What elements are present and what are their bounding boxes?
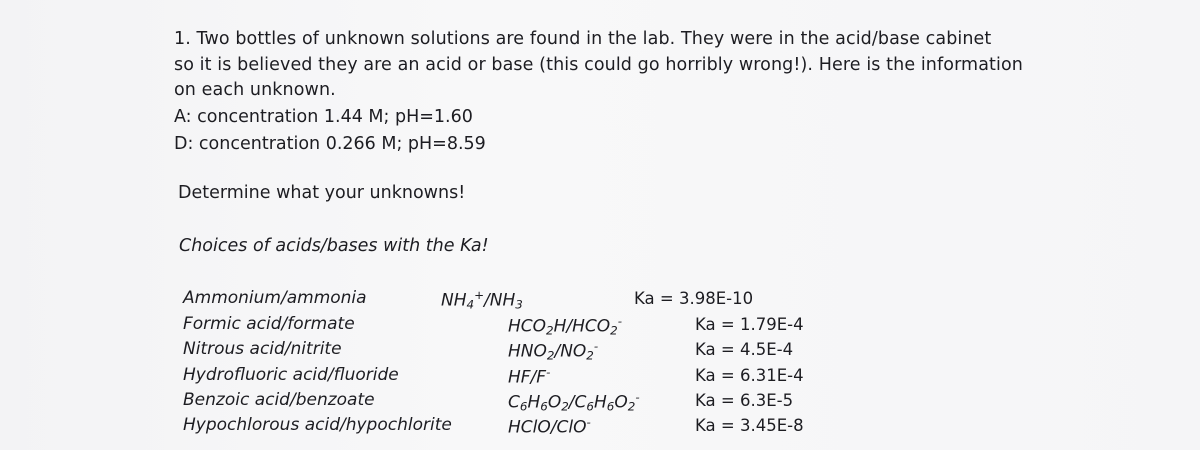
choice-name: Formic acid/formate [183, 314, 355, 334]
problem-line-2: so it is believed they are an acid or base (this could go horribly wrong!). Here is the information [174, 54, 1023, 75]
choice-name: Benzoic acid/benzoate [183, 390, 375, 410]
choices-heading: Choices of acids/bases with the Ka! [179, 236, 489, 256]
choice-formula: $NH_4^+/NH_3$ [441, 288, 523, 312]
choice-ka: Ka = 4.5E-4 [695, 340, 794, 359]
task-prompt: Determine what your unknowns! [178, 183, 466, 203]
choice-name: Hydrofluoric acid/fluoride [183, 365, 399, 385]
choice-ka: Ka = 6.31E-4 [695, 366, 804, 385]
unknown-d: D: concentration 0.266 M; pH=8.59 [174, 133, 486, 154]
choice-name: Ammonium/ammonia [183, 288, 367, 308]
unknown-a: A: concentration 1.44 M; pH=1.60 [174, 107, 473, 127]
choice-formula: $HNO_2/NO_2^-$ [508, 339, 599, 363]
choice-name: Hypochlorous acid/hypochlorite [183, 415, 452, 435]
choice-ka: Ka = 1.79E-4 [695, 315, 804, 334]
choice-ka: Ka = 3.45E-8 [695, 416, 804, 435]
choice-name: Nitrous acid/nitrite [183, 339, 342, 359]
choice-formula: $C_6H_6O_2/C_6H_6O_2^-$ [508, 390, 640, 414]
problem-statement [174, 27, 1044, 104]
unknowns-info [174, 104, 486, 157]
choice-formula: HF/F- [508, 365, 551, 388]
problem-line-1: 1. Two bottles of unknown solutions are found in the lab. They were in the acid/base cabinet [174, 29, 992, 49]
choice-formula: HClO/ClO- [508, 415, 591, 438]
choice-formula: $HCO_2H/HCO_2^-$ [508, 314, 623, 338]
choice-ka: Ka = 6.3E-5 [695, 391, 794, 410]
problem-line-3: on each unknown. [174, 80, 336, 100]
choice-ka: Ka = 3.98E-10 [634, 289, 754, 308]
